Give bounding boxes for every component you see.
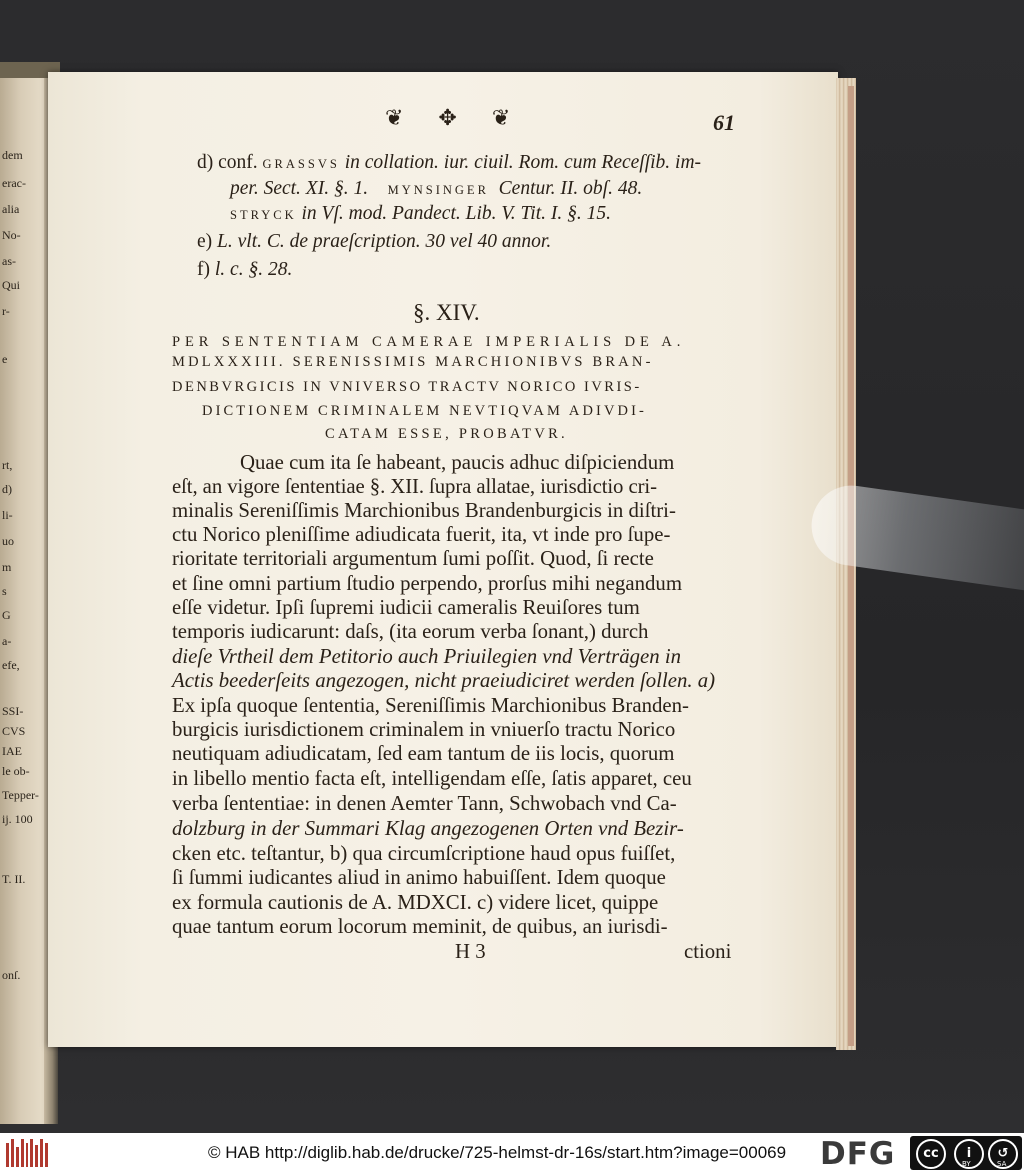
footnote-text: l. c. §. 28. [214, 259, 293, 280]
body-line: rioritate territoriali argumentum ſumi poſſit. Quod, ſi recte [172, 547, 654, 570]
body-line: dolzburg in der Summari Klag angezogenen Orten vnd Bezir- [172, 817, 684, 840]
prev-page-fragment: Tepper- [2, 788, 39, 802]
footnote-f [197, 259, 292, 281]
body-line: burgicis iurisdictionem criminalem in vniuerſo tractu Norico [172, 718, 676, 741]
dfg-logo: DFG [820, 1136, 896, 1172]
footnote-d-line-2 [230, 178, 642, 200]
footnote-text: conf. [218, 152, 258, 173]
prev-page-fragment: erac- [2, 176, 26, 190]
prev-page-fragment: alia [2, 202, 20, 216]
body-line: neutiquam adiudicatam, ſed eam tantum de iis locis, quorum [172, 742, 675, 765]
prev-page-fragment: e [2, 352, 8, 366]
footnote-text: per. Sect. XI. §. 1. [230, 178, 369, 199]
license-by-label: BY [962, 1160, 971, 1168]
body-line: in libello mentio facta eſt, intelligendam eſſe, ſatis apparet, ceu [172, 767, 692, 790]
footnote-label: e) [197, 231, 213, 252]
cc-license-badge[interactable] [910, 1136, 1022, 1170]
section-summary-line: PER SENTENTIAM CAMERAE IMPERIALIS DE A. [172, 334, 686, 350]
section-summary-line: DENBVRGICIS IN VNIVERSO TRACTV NORICO IVRIS- [172, 379, 642, 395]
footnote-author: STRYCK [230, 208, 297, 222]
prev-page-fragment: m [2, 560, 12, 574]
prev-page-fragment: s [2, 584, 7, 598]
catchword: ctioni [684, 940, 732, 963]
prev-page-fragment: efe, [2, 658, 20, 672]
body-line: eſt, an vigore ſententiae §. XII. ſupra allatae, iurisdictio cri- [172, 475, 657, 498]
footnote-text: Centur. II. obſ. 48. [498, 178, 643, 199]
section-summary-line: DICTIONEM CRIMINALEM NEVTIQVAM ADIVDI- [202, 403, 647, 419]
body-line: ex formula cautionis de A. MDXCI. c) videre licet, quippe [172, 891, 659, 914]
prev-page-fragment: rt, [2, 458, 13, 472]
prev-page-fragment: IAE [2, 744, 22, 758]
body-line: Actis beederſeits angezogen, nicht praeiudiciret werden ſollen. a) [172, 669, 716, 692]
section-summary-line: MDLXXXIII. SERENISSIMIS MARCHIONIBVS BRAN- [172, 354, 654, 370]
cc-icon: cc [916, 1139, 946, 1169]
footnote-label: d) [197, 152, 214, 173]
share-alike-icon: ↺ [988, 1139, 1018, 1169]
header-ornament: ❦ ✥ ❦ [385, 106, 525, 131]
credit-link[interactable]: © HAB http://diglib.hab.de/drucke/725-helmst-dr-16s/start.htm?image=00069 [208, 1143, 787, 1162]
license-sa-label: SA [997, 1160, 1007, 1168]
page-number: 61 [713, 110, 735, 135]
body-line: cken etc. teſtantur, b) qua circumſcriptione haud opus fuiſſet, [172, 842, 676, 865]
body-line: et ſine omni partium ſtudio perpendo, prorſus mihi negandum [172, 572, 683, 595]
signature-mark: H 3 [455, 940, 486, 963]
prev-page-fragment: le ob- [2, 764, 30, 778]
prev-page-fragment: d) [2, 482, 12, 496]
body-line: eſſe videtur. Ipſi ſupremi iudicii cameralis Reuiſores tum [172, 596, 640, 619]
footnote-text: in Vſ. mod. Pandect. Lib. V. Tit. I. §. 15. [301, 203, 611, 224]
footnote-text: in collation. iur. ciuil. Rom. cum Receſſib. im- [344, 152, 702, 173]
body-line: ctu Norico pleniſſime adiudicata fuerit, ita, vt inde pro ſupe- [172, 523, 671, 546]
body-line: verba ſententiae: in denen Aemter Tann, Schwobach vnd Ca- [172, 792, 677, 815]
prev-page-fragment: a- [2, 634, 12, 648]
prev-page-fragment: uo [2, 534, 14, 548]
body-line: temporis iudicarunt: daſs, (ita eorum verba ſonant,) durch [172, 620, 649, 643]
body-line: dieſe Vrtheil dem Petitorio auch Priuilegien vnd Verträgen in [172, 645, 682, 668]
prev-page-fragment: Qui [2, 278, 20, 292]
footnote-author: MYNSINGER [387, 183, 489, 197]
footnote-author: GRASSVS [262, 157, 340, 171]
footnote-d-line-1 [197, 152, 701, 174]
body-line: minalis Sereniſſimis Marchionibus Brandenburgicis in diſtri- [172, 499, 676, 522]
hab-logo-icon [6, 1137, 48, 1167]
footnote-text: L. vlt. C. de praeſcription. 30 vel 40 annor. [217, 231, 552, 252]
prev-page-fragment: G [2, 608, 11, 622]
prev-page-fragment: li- [2, 508, 13, 522]
footnote-label: f) [197, 259, 210, 280]
prev-page-fragment: r- [2, 304, 10, 318]
body-line: Ex ipſa quoque ſententia, Sereniſſimis Marchionibus Branden- [172, 694, 689, 717]
footnote-e [197, 231, 551, 253]
prev-page-fragment: SSI- [2, 704, 24, 718]
prev-page-fragment: T. II. [2, 872, 26, 886]
prev-page-fragment: No- [2, 228, 21, 242]
attribution-icon: i [954, 1139, 984, 1169]
body-line: Quae cum ita ſe habeant, paucis adhuc diſpiciendum [240, 451, 675, 474]
prev-page-fragment: CVS [2, 724, 26, 738]
section-heading: §. XIV. [413, 300, 480, 325]
footnote-d-line-3 [230, 203, 611, 225]
prev-page-fragment: onſ. [2, 968, 21, 982]
prev-page-fragment: ij. 100 [2, 812, 33, 826]
prev-page-fragment: as- [2, 254, 16, 268]
body-line: ſi ſummi iudicantes aliud in animo habuiſſent. Idem quoque [172, 866, 666, 889]
body-line: quae tantum eorum locorum meminit, de quibus, an iurisdi- [172, 915, 668, 938]
section-summary-line: CATAM ESSE, PROBATVR. [325, 426, 568, 442]
prev-page-fragment: dem [2, 148, 23, 162]
